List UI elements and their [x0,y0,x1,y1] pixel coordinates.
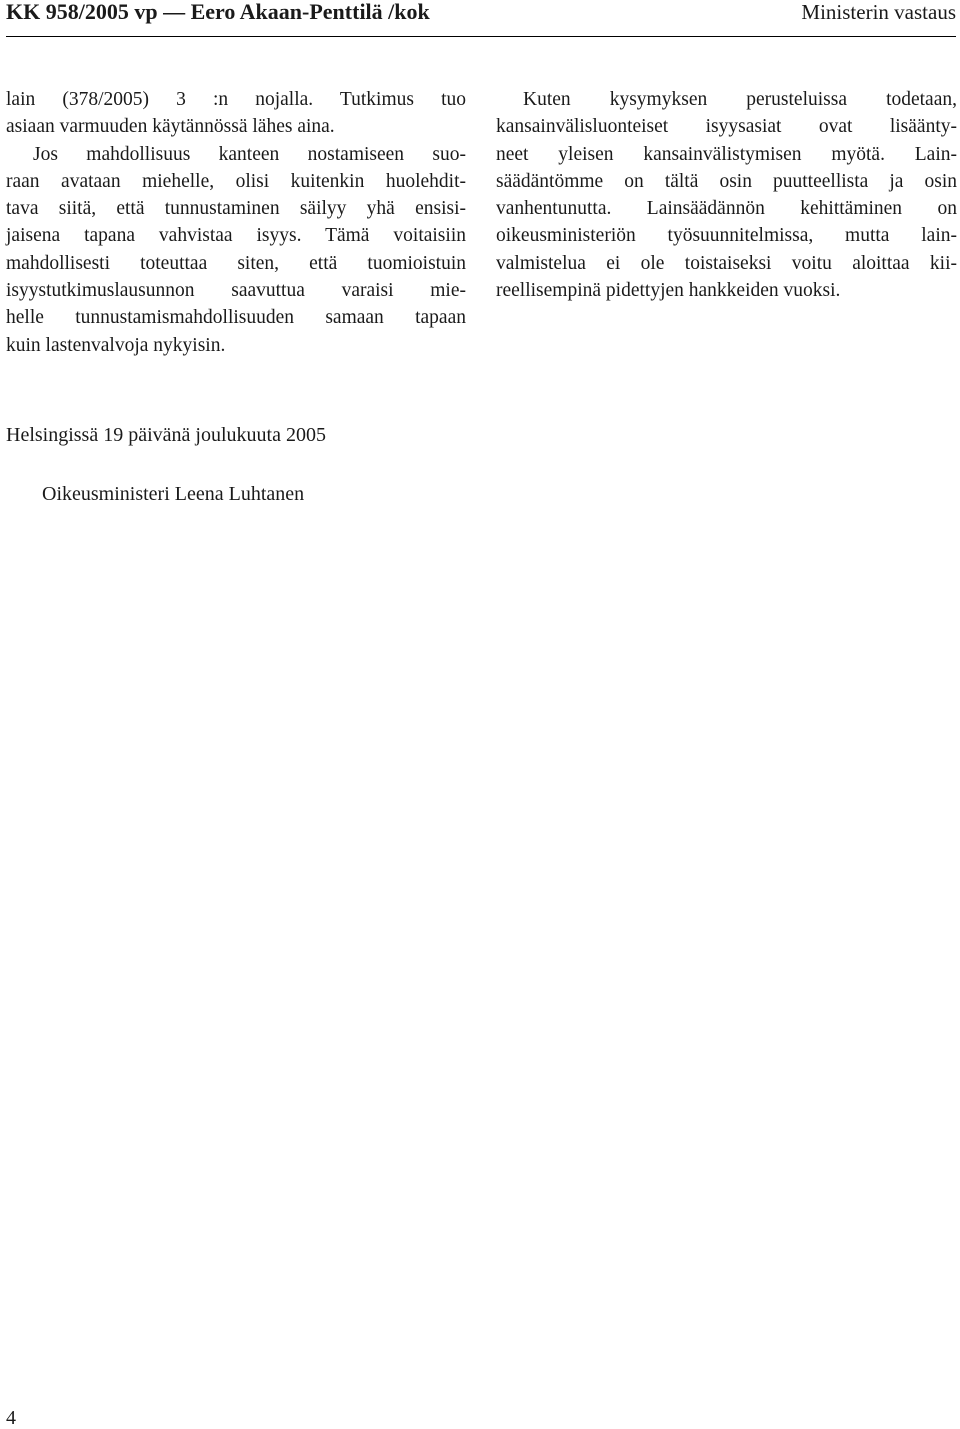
signer-name: Oikeusministeri Leena Luhtanen [42,483,305,505]
text-line: kuin lastenvalvoja nykyisin. [6,334,226,356]
text-line: kansainvälisluonteiset isyysasiat ovat lisäänty- [496,116,957,138]
text-line: valmistelua ei ole toistaiseksi voitu aloittaa kii- [496,252,957,274]
text-line: tava siitä, että tunnustaminen säilyy yhä ensisi- [6,198,466,220]
text-line: lain (378/2005) 3 :n nojalla. Tutkimus tuo [6,89,466,110]
text-line: raan avataan miehelle, olisi kuitenkin huolehdit- [6,170,466,192]
text-line: säädäntömme on tältä osin puutteellista ja osin [496,170,957,192]
text-line: neet yleisen kansainvälistymisen myötä. Lain- [496,143,957,165]
page-number: 4 [6,1407,16,1429]
text-line: reellisempinä pidettyjen hankkeiden vuoksi. [496,280,841,302]
text-line: Kuten kysymyksen perusteluissa todetaan, [523,89,957,110]
text-line: helle tunnustamismahdollisuuden samaan tapaan [6,307,466,329]
section-title: Ministerin vastaus [801,0,956,24]
text-line: mahdollisesti toteuttaa siten, että tuomioistuin [6,252,466,274]
text-line: Jos mahdollisuus kanteen nostamiseen suo- [33,143,466,165]
text-line: vanhentunutta. Lainsäädännön kehittäminen on [496,198,957,220]
text-line: asiaan varmuuden käytännössä lähes aina. [6,116,335,138]
document-reference: KK 958/2005 vp — Eero Akaan-Penttilä /kok [6,0,430,24]
page-header [6,0,956,37]
text-line: jaisena tapana vahvistaa isyys. Tämä voitaisiin [6,225,466,247]
left-column-text [6,86,466,359]
text-line: isyystutkimuslausunnon saavuttua varaisi mie- [6,280,466,302]
text-line: oikeusministeriön työsuunnitelmissa, mutta lain- [496,225,957,247]
right-column-text [496,86,957,304]
signing-place-date: Helsingissä 19 päivänä joulukuuta 2005 [6,424,326,446]
